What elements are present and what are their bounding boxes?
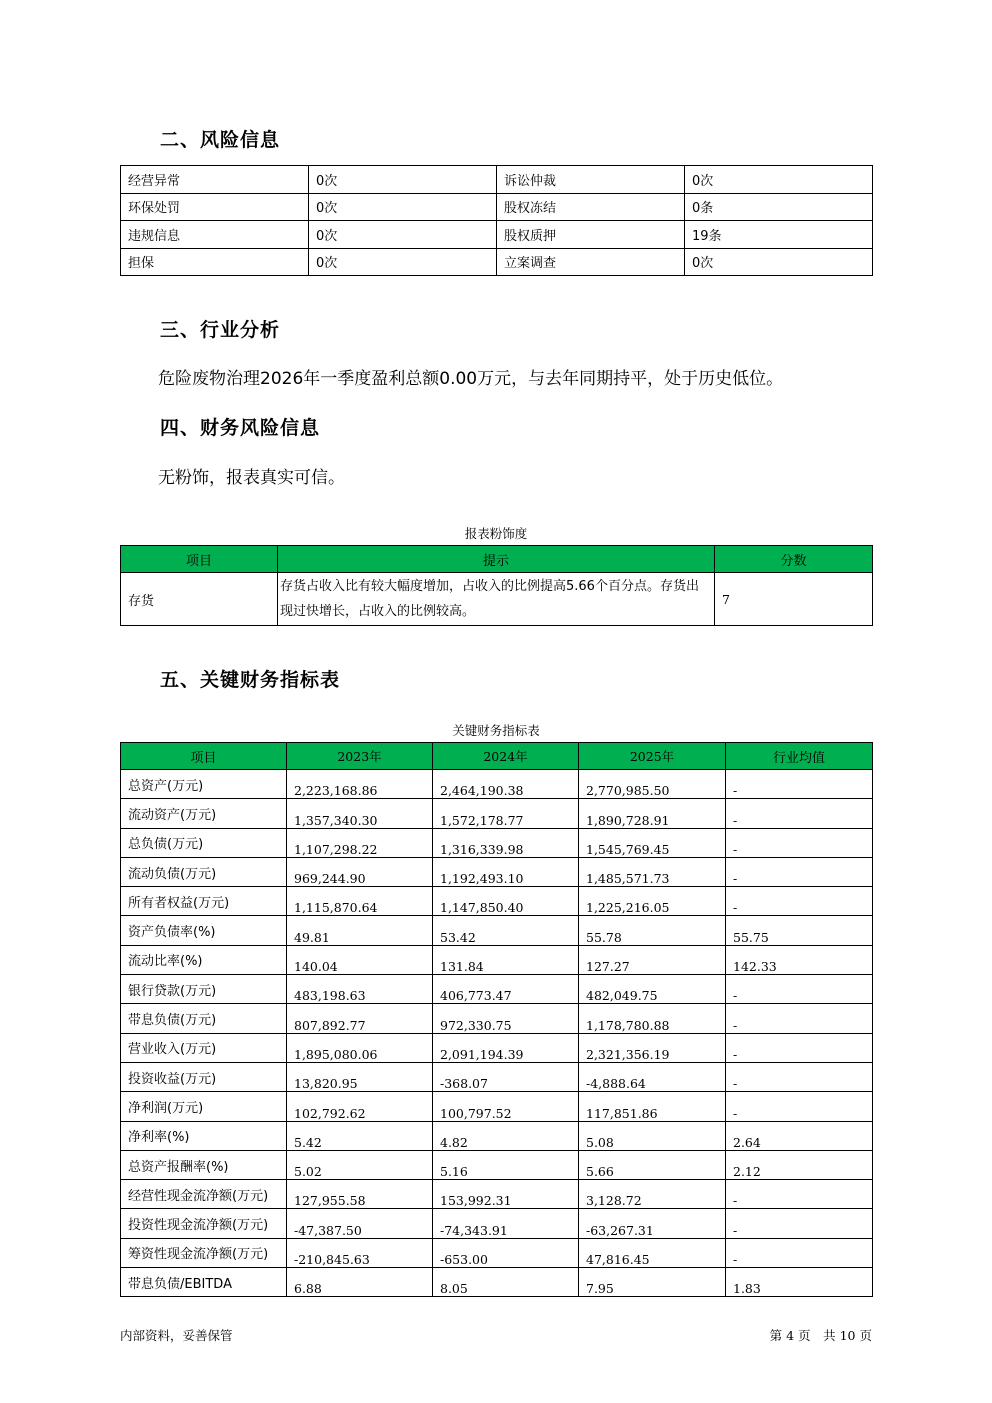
kpi-label: 净利润(万元) (121, 1092, 287, 1121)
table-header-row (121, 743, 873, 770)
kpi-value-2023: 1,895,080.06 (287, 1033, 433, 1062)
kpi-value-2023: 5.42 (287, 1121, 433, 1150)
page-total: 10 (839, 1328, 856, 1343)
kpi-industry-average: 2.64 (726, 1121, 873, 1150)
kpi-label: 流动资产(万元) (121, 799, 287, 828)
kpi-value-2025: 1,890,728.91 (579, 799, 726, 828)
kpi-value-2024: -74,343.91 (433, 1209, 579, 1238)
kpi-value-2024: 131.84 (433, 945, 579, 974)
kpi-industry-average: - (726, 1180, 873, 1209)
kpi-value-2024: 4.82 (433, 1121, 579, 1150)
kpi-label: 资产负债率(%) (121, 916, 287, 945)
kpi-value-2025: 117,851.86 (579, 1092, 726, 1121)
table-row (121, 1150, 873, 1179)
kpi-value-2023: 6.88 (287, 1268, 433, 1297)
page-prefix: 第 (769, 1328, 783, 1343)
footer-page-number (770, 1326, 872, 1344)
fraud-item: 存货 (121, 573, 278, 626)
kpi-value-2024: -368.07 (433, 1062, 579, 1091)
kpi-industry-average: 55.75 (726, 916, 873, 945)
risk-value: 0条 (685, 193, 873, 221)
table-row (121, 1033, 873, 1062)
kpi-industry-average: - (726, 799, 873, 828)
header-hint: 提示 (278, 546, 715, 573)
kpi-label: 总资产报酬率(%) (121, 1150, 287, 1179)
kpi-industry-average: 2.12 (726, 1150, 873, 1179)
kpi-industry-average: - (726, 1033, 873, 1062)
page-suffix: 页 (859, 1328, 872, 1343)
kpi-label: 带息负债/EBITDA (121, 1268, 287, 1297)
kpi-value-2025: 55.78 (579, 916, 726, 945)
industry-analysis-text: 危险废物治理2026年一季度盈利总额0.00万元，与去年同期持平，处于历史低位。 (158, 369, 784, 389)
kpi-label: 投资收益(万元) (121, 1062, 287, 1091)
page-middle: 页 共 (798, 1328, 836, 1343)
kpi-industry-average: - (726, 1004, 873, 1033)
header-score: 分数 (715, 546, 873, 573)
kpi-industry-average: - (726, 887, 873, 916)
kpi-industry-average: 142.33 (726, 945, 873, 974)
risk-label: 诉讼仲裁 (497, 166, 685, 194)
kpi-value-2023: 483,198.63 (287, 975, 433, 1004)
kpi-industry-average: 1.83 (726, 1268, 873, 1297)
risk-label: 股权冻结 (497, 193, 685, 221)
kpi-value-2025: 127.27 (579, 945, 726, 974)
kpi-value-2025: 2,770,985.50 (579, 770, 726, 799)
kpi-label: 总资产(万元) (121, 770, 287, 799)
kpi-value-2024: 1,316,339.98 (433, 828, 579, 857)
table-row (121, 1268, 873, 1297)
kpi-value-2025: 3,128.72 (579, 1180, 726, 1209)
kpi-value-2023: -210,845.63 (287, 1238, 433, 1267)
kpi-value-2024: 406,773.47 (433, 975, 579, 1004)
kpi-industry-average: - (726, 770, 873, 799)
header-industry-average: 行业均值 (726, 743, 873, 770)
kpi-value-2025: -63,267.31 (579, 1209, 726, 1238)
risk-value: 19条 (685, 221, 873, 249)
kpi-label: 营业收入(万元) (121, 1033, 287, 1062)
table-row (121, 1004, 873, 1033)
kpi-value-2023: 807,892.77 (287, 1004, 433, 1033)
kpi-value-2023: 13,820.95 (287, 1062, 433, 1091)
table-row (121, 916, 873, 945)
table-row (121, 1062, 873, 1091)
kpi-industry-average: - (726, 828, 873, 857)
kpi-value-2023: 1,115,870.64 (287, 887, 433, 916)
table-row (121, 975, 873, 1004)
header-item: 项目 (121, 546, 278, 573)
kpi-value-2023: 1,357,340.30 (287, 799, 433, 828)
risk-label: 股权质押 (497, 221, 685, 249)
kpi-value-2025: 7.95 (579, 1268, 726, 1297)
table-row (121, 857, 873, 886)
kpi-value-2024: 153,992.31 (433, 1180, 579, 1209)
risk-value: 0次 (685, 248, 873, 276)
kpi-label: 投资性现金流净额(万元) (121, 1209, 287, 1238)
kpi-value-2024: 5.16 (433, 1150, 579, 1179)
section-kpi-title: 五、关键财务指标表 (160, 669, 341, 691)
financial-risk-text: 无粉饰，报表真实可信。 (158, 468, 345, 488)
section-industry-title: 三、行业分析 (160, 319, 281, 341)
fraud-degree-table (120, 545, 873, 626)
table-row (121, 573, 873, 626)
kpi-value-2024: 53.42 (433, 916, 579, 945)
section-risk-title: 二、风险信息 (160, 129, 281, 151)
table-row (121, 166, 873, 194)
risk-value: 0次 (309, 221, 497, 249)
kpi-value-2023: -47,387.50 (287, 1209, 433, 1238)
table-row (121, 221, 873, 249)
kpi-industry-average: - (726, 1062, 873, 1091)
table-row (121, 1180, 873, 1209)
kpi-label: 总负债(万元) (121, 828, 287, 857)
kpi-value-2025: 1,545,769.45 (579, 828, 726, 857)
kpi-value-2023: 102,792.62 (287, 1092, 433, 1121)
table-row (121, 1238, 873, 1267)
risk-label: 担保 (121, 248, 309, 276)
table-row (121, 887, 873, 916)
kpi-value-2024: 1,147,850.40 (433, 887, 579, 916)
fraud-table-caption: 报表粉饰度 (464, 526, 528, 541)
kpi-label: 筹资性现金流净额(万元) (121, 1238, 287, 1267)
kpi-value-2025: 2,321,356.19 (579, 1033, 726, 1062)
header-item: 项目 (121, 743, 287, 770)
table-row (121, 799, 873, 828)
kpi-value-2023: 5.02 (287, 1150, 433, 1179)
kpi-value-2023: 140.04 (287, 945, 433, 974)
kpi-table-caption: 关键财务指标表 (452, 723, 540, 738)
kpi-value-2025: 482,049.75 (579, 975, 726, 1004)
page-current: 4 (786, 1328, 795, 1343)
kpi-value-2025: 1,225,216.05 (579, 887, 726, 916)
risk-label: 违规信息 (121, 221, 309, 249)
header-2023: 2023年 (287, 743, 433, 770)
kpi-value-2024: 100,797.52 (433, 1092, 579, 1121)
risk-value: 0次 (309, 193, 497, 221)
risk-value: 0次 (309, 248, 497, 276)
kpi-value-2024: 2,464,190.38 (433, 770, 579, 799)
kpi-label: 净利率(%) (121, 1121, 287, 1150)
kpi-value-2024: 1,572,178.77 (433, 799, 579, 828)
risk-label: 立案调查 (497, 248, 685, 276)
table-row (121, 1092, 873, 1121)
kpi-value-2023: 127,955.58 (287, 1180, 433, 1209)
fraud-hint: 存货占收入比有较大幅度增加，占收入的比例提高5.66个百分点。存货出现过快增长，占收入的比例较高。 (278, 573, 715, 626)
kpi-value-2024: 972,330.75 (433, 1004, 579, 1033)
section-financial-risk-title: 四、财务风险信息 (160, 417, 321, 439)
kpi-value-2023: 2,223,168.86 (287, 770, 433, 799)
kpi-value-2025: 47,816.45 (579, 1238, 726, 1267)
fraud-score: 7 (715, 573, 873, 626)
header-2024: 2024年 (433, 743, 579, 770)
kpi-value-2024: 8.05 (433, 1268, 579, 1297)
risk-info-table (120, 165, 873, 276)
table-header-row (121, 546, 873, 573)
key-financial-indicators-table (120, 742, 873, 1297)
table-row (121, 193, 873, 221)
kpi-label: 流动比率(%) (121, 945, 287, 974)
kpi-value-2024: -653.00 (433, 1238, 579, 1267)
kpi-label: 所有者权益(万元) (121, 887, 287, 916)
kpi-value-2024: 2,091,194.39 (433, 1033, 579, 1062)
table-row (121, 248, 873, 276)
kpi-industry-average: - (726, 1238, 873, 1267)
kpi-value-2025: 1,178,780.88 (579, 1004, 726, 1033)
kpi-label: 流动负债(万元) (121, 857, 287, 886)
table-row (121, 1209, 873, 1238)
kpi-industry-average: - (726, 857, 873, 886)
table-row (121, 828, 873, 857)
kpi-value-2025: -4,888.64 (579, 1062, 726, 1091)
risk-value: 0次 (685, 166, 873, 194)
kpi-label: 经营性现金流净额(万元) (121, 1180, 287, 1209)
kpi-value-2023: 1,107,298.22 (287, 828, 433, 857)
kpi-value-2025: 1,485,571.73 (579, 857, 726, 886)
kpi-value-2025: 5.66 (579, 1150, 726, 1179)
kpi-value-2025: 5.08 (579, 1121, 726, 1150)
kpi-value-2024: 1,192,493.10 (433, 857, 579, 886)
kpi-industry-average: - (726, 1092, 873, 1121)
kpi-industry-average: - (726, 975, 873, 1004)
header-2025: 2025年 (579, 743, 726, 770)
footer-confidential-note: 内部资料，妥善保管 (120, 1328, 233, 1343)
kpi-value-2023: 49.81 (287, 916, 433, 945)
kpi-label: 带息负债(万元) (121, 1004, 287, 1033)
kpi-label: 银行贷款(万元) (121, 975, 287, 1004)
table-row (121, 1121, 873, 1150)
risk-value: 0次 (309, 166, 497, 194)
risk-label: 经营异常 (121, 166, 309, 194)
risk-label: 环保处罚 (121, 193, 309, 221)
table-row (121, 945, 873, 974)
kpi-industry-average: - (726, 1209, 873, 1238)
table-row (121, 770, 873, 799)
kpi-value-2023: 969,244.90 (287, 857, 433, 886)
